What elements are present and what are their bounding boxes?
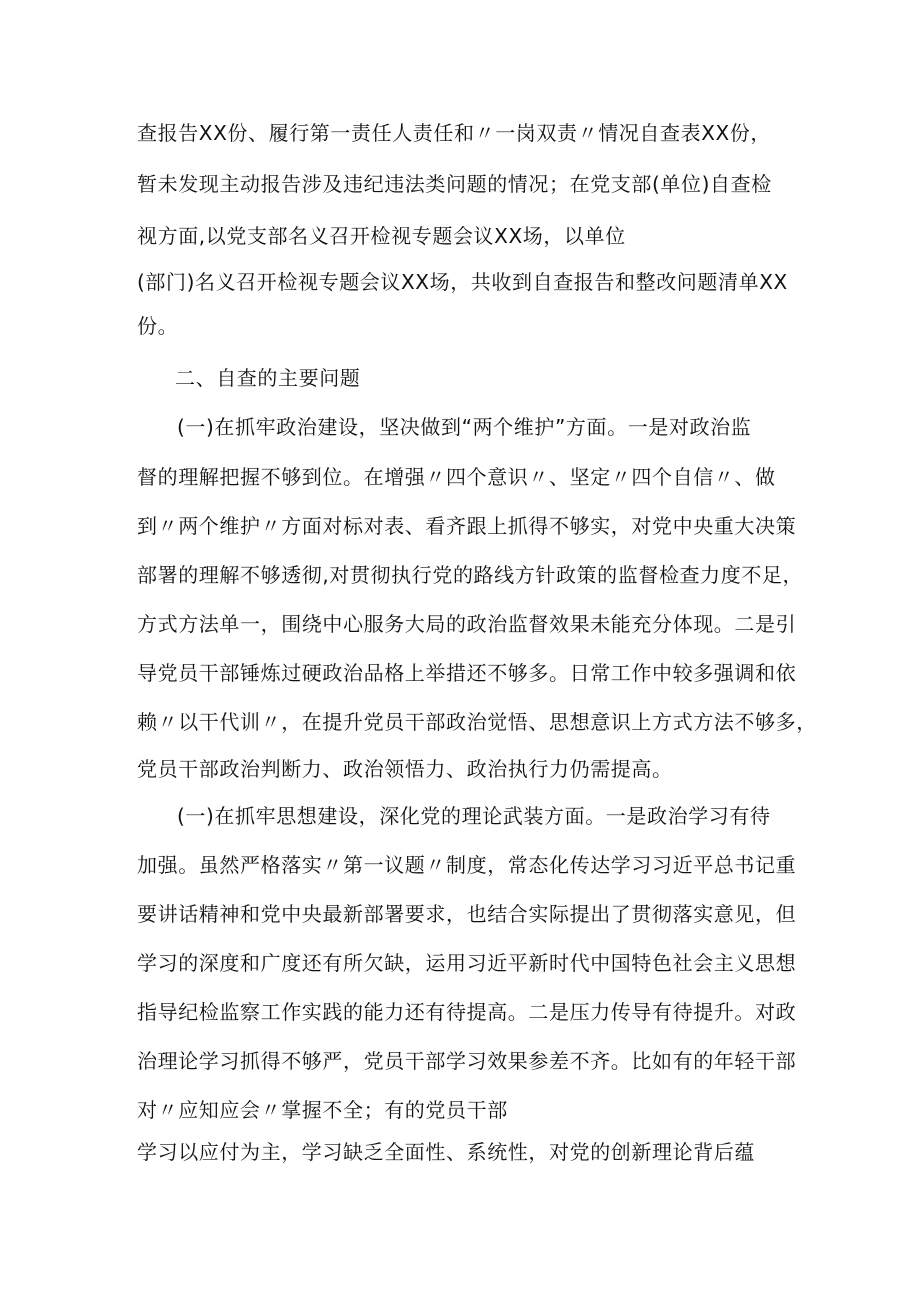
text-line: 治理论学习抓得不够严，党员干部学习效果参差不齐。比如有的年轻干部 xyxy=(137,1049,797,1073)
text-line: (一)在抓牢思想建设，深化党的理论武装方面。一是政治学习有待 xyxy=(177,804,771,828)
section-heading: 二、自查的主要问题 xyxy=(175,366,361,390)
text-line: (部门)名义召开检视专题会议XX场，共收到自查报告和整改问题清单XX xyxy=(137,270,788,294)
text-line: 学习以应付为主，学习缺乏全面性、系统性，对党的创新理论背后蕴 xyxy=(137,1140,755,1164)
text-line: 加强。虽然严格落实〃第一议题〃制度，常态化传达学习习近平总书记重 xyxy=(137,853,797,877)
text-line: 导党员干部锤炼过硬政治品格上举措还不够多。日常工作中较多强调和依 xyxy=(137,661,797,685)
text-line: 份。 xyxy=(137,314,179,338)
text-line: 视方面,以党支部名义召开检视专题会议XX场，以单位 xyxy=(137,224,626,248)
text-line: 到〃两个维护〃方面对标对表、看齐跟上抓得不够实，对党中央重大决策 xyxy=(137,514,797,538)
text-line: 要讲话精神和党中央最新部署要求，也结合实际提出了贯彻落实意见，但 xyxy=(137,902,797,926)
text-line: 赖〃以干代训〃，在提升党员干部政治觉悟、思想意识上方式方法不够多， xyxy=(137,710,817,734)
text-line: 部署的理解不够透彻,对贯彻执行党的路线方针政策的监督检查力度不足， xyxy=(137,563,804,587)
text-line: 督的理解把握不够到位。在增强〃四个意识〃、坚定〃四个自信〃、做 xyxy=(137,465,776,489)
text-line: 方式方法单一，围绕中心服务大局的政治监督效果未能充分体现。二是引 xyxy=(137,612,797,636)
text-line: (一)在抓牢政治建设，坚决做到“两个维护”方面。一是对政治监 xyxy=(177,415,752,439)
text-line: 党员干部政治判断力、政治领悟力、政治执行力仍需提高。 xyxy=(137,757,673,781)
text-line: 学习的深度和广度还有所欠缺，运用习近平新时代中国特色社会主义思想 xyxy=(137,951,797,975)
text-line: 暂未发现主动报告涉及违纪违法类问题的情况；在党支部(单位)自查检 xyxy=(137,172,772,196)
text-line: 对〃应知应会〃掌握不全；有的党员干部 xyxy=(137,1098,508,1122)
text-line: 查报告XX份、履行第一责任人责任和〃一岗双责〃情况自查表XX份， xyxy=(137,121,772,145)
text-line: 指导纪检监察工作实践的能力还有待提高。二是压力传导有待提升。对政 xyxy=(137,1000,797,1024)
